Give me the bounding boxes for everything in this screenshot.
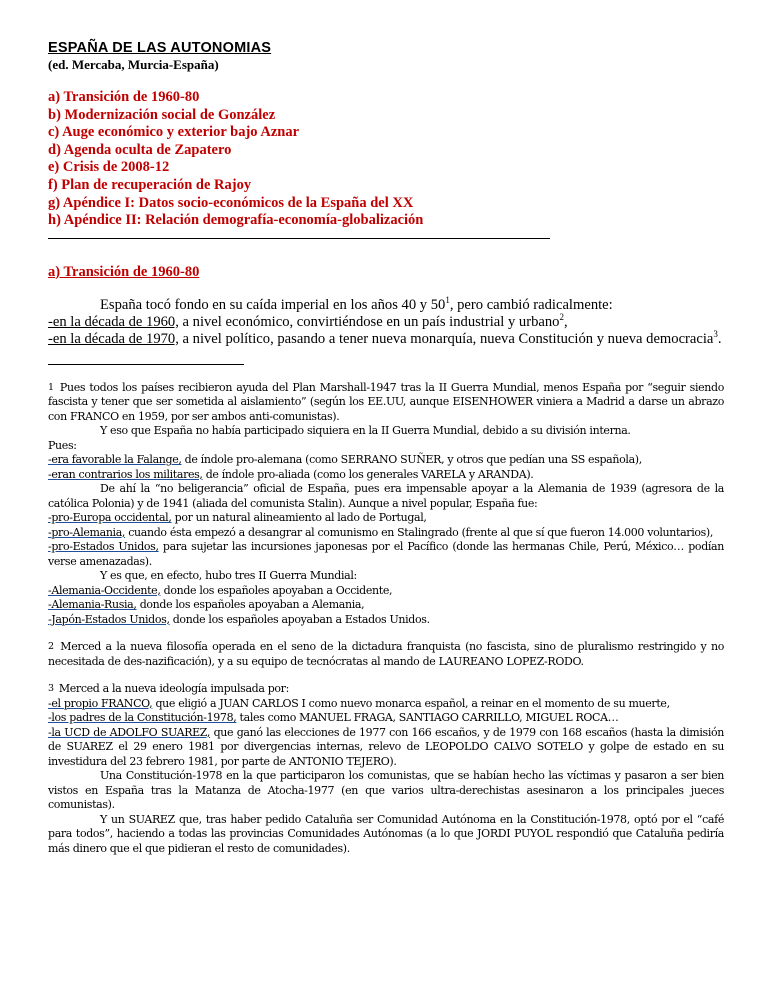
- section-heading-a: a) Transición de 1960-80: [48, 263, 200, 280]
- paragraph-1960s: -en la década de 1960, a nivel económico, convirtiéndose en un país industrial y urbano$^2$,: [48, 311, 568, 330]
- paragraph-1970s: -en la década de 1970, a nivel político, pasando a tener nueva monarquía, nueva Constitución y nueva democracia$^3$.: [48, 328, 722, 347]
- toc-item-g: g) Apéndice I: Datos socio-económicos de la España del XX: [48, 194, 414, 211]
- paragraph-intro: España tocó fondo en su caída imperial en los años 40 y $50^1$, pero cambió radicalmente:: [100, 294, 613, 313]
- footnote-ref-2[interactable]: 2: [559, 311, 564, 322]
- document-subtitle: (ed. Mercaba, Murcia-España): [48, 57, 219, 72]
- table-of-contents: [48, 89, 724, 230]
- section-a-body: [48, 294, 724, 348]
- footnote-ref-1[interactable]: 1: [445, 294, 450, 305]
- footnote-3: 3 Merced a la nueva ideología impulsada por: -el propio FRANCO, que eligió a JUAN CARLOS I como nuevo monarca español, a reinar en el momento de su muerte, -los padres de la Constitución-1978, tales como MANUEL FRAGA, SANTIAGO CARRILLO, MIGUEL ROCA… -la UCD de ADOLFO SUAREZ, que ganó las elecciones de 1977 con 166 escaños, y de 1979 con 168 escaños (hasta la dimisión de SUAREZ el 29 enero 1981 por divergencias internas, relevo de LEOPOLDO CALVO SOTELO y golpe de estado en su investidura del 23 febrero 1981, por parte de ANTONIO TEJERO). Una Constitución-1978 en la que participaron los comunistas, que se habían hecho las víctimas y pasaron a ser bien vistos en España tras la Matanza de Atocha-1977 (en que varios ultra-derechistas asesinaron a los principales jueces comunistas). Y un SUAREZ que, tras haber pedido Cataluña ser Comunidad Autónoma en la Constitución-1978, optó por el “café para todos”, haciendo a todas las provincias Comunidades Autónomas (a lo que JORDI PUYOL respondió que Cataluña pediría más dinero que el que pidieran el resto de comunidades).: [48, 682, 725, 855]
- footnote-1: 1 Pues todos los países recibieron ayuda del Plan Marshall-1947 tras la II Guerra Mundial, menos España por “seguir siendo fascista y tener que ser sometida al aislamiento” (según los EE.UU, aunque EISENHOWER viniera a Madrid a darse un abrazo con FRANCO en 1959, por ser ambos anti-comunistas). Y eso que España no había participado siquiera en la II Guerra Mundial, debido a su división interna. Pues: -era favorable la Falange, de índole pro-alemana (como SERRANO SUÑER, y otros que pedían una SS española), -eran contrarios los militares, de índole pro-aliada (como los generales VARELA y ARANDA). De ahí la “no beligerancia” oficial de España, pues era impensable apoyar a la Alemania de 1939 (agresora de la católica Polonia) y de 1941 (aliada del comunista Stalin). Aunque a nivel popular, España fue: -pro-Europa occidental, por un natural alineamiento al lado de Portugal, -pro-Alemania, cuando ésta empezó a desangrar al comunismo en Stalingrado (frente al que sí que fueron 14.000 voluntarios), -pro-Estados Unidos, para sujetar las incursiones japonesas por el Pacífico (donde las hermanas Chile, Perú, México… podían verse amenazadas). Y es que, en efecto, hubo tres II Guerra Mundial: -Alemania-Occidente, donde los españoles apoyaban a Occidente, -Alemania-Rusia, donde los españoles apoyaban a Alemania, -Japón-Estados Unidos, donde los españoles apoyaban a Estados Unidos.: [48, 380, 724, 626]
- toc-item-h: h) Apéndice II: Relación demografía-economía-globalización: [48, 212, 424, 229]
- footnote-2: 2 Merced a la nueva filosofía operada en el seno de la dictadura franquista (no fascista, sino de pluralismo restringido y no necesitada de des-nazificación), y a su equipo de tecnócratas al mando de LAUREANO LOPEZ-RODO.: [48, 640, 724, 668]
- footnote-ref-3[interactable]: 3: [713, 328, 718, 339]
- footnote-separator: [48, 364, 244, 365]
- toc-item-d: d) Agenda oculta de Zapatero: [48, 141, 232, 158]
- toc-item-b: b) Modernización social de González: [48, 106, 276, 123]
- toc-item-e: e) Crisis de 2008-12: [48, 159, 170, 176]
- toc-item-c: c) Auge económico y exterior bajo Aznar: [48, 124, 300, 141]
- toc-item-a: a) Transición de 1960-80: [48, 89, 200, 105]
- toc-divider: [48, 238, 550, 239]
- toc-item-f: f) Plan de recuperación de Rajoy: [48, 176, 252, 193]
- document-title: ESPAÑA DE LAS AUTONOMIAS: [48, 40, 272, 56]
- document-page: [48, 40, 724, 856]
